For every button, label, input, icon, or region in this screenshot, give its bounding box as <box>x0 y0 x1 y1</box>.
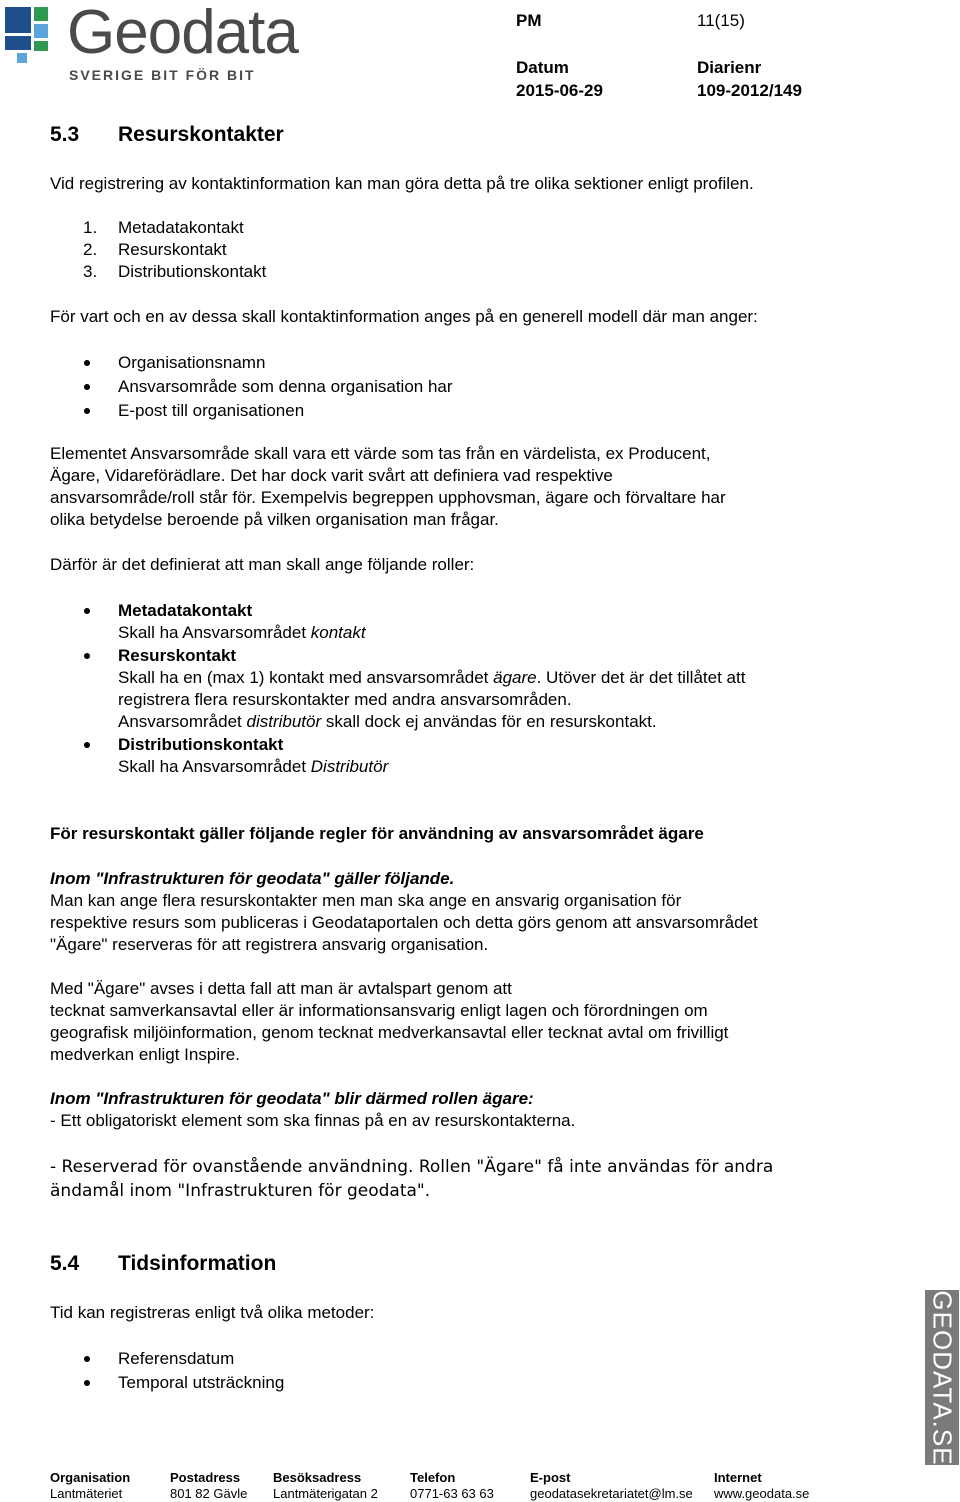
date-label: Datum <box>516 58 569 77</box>
list-item: Referensdatum <box>50 1348 284 1370</box>
footer-internet[interactable]: Internet www.geodata.se <box>714 1470 810 1501</box>
footer-epost[interactable]: E-post geodatasekretariatet@lm.se <box>530 1470 693 1501</box>
role-distributionskontakt: Distributionskontakt Skall ha Ansvarsområdet Distributör <box>50 734 745 778</box>
role-resurskontakt: Resurskontakt Skall ha en (max 1) kontakt med ansvarsområdet ägare. Utöver det är det tillåtet att registrera flera resurskontakter med andra ansvarsområden. Ansvarsområdet distributör skall dock ej användas för en resurskontakt. <box>50 645 745 733</box>
footer-organisation: Organisation Lantmäteriet <box>50 1470 131 1501</box>
side-logo-text: GEODATA.SE <box>927 1289 958 1466</box>
list-item: 2. Resurskontakt <box>83 240 227 259</box>
date-value: 2015-06-29 <box>516 81 603 100</box>
list-item: Ansvarsområde som denna organisation har <box>50 376 453 398</box>
element-paragraph: Elementet Ansvarsområde skall vara ett värde som tas från en värdelista, ex Producent, Ägare, Vidareförädlare. Det har dock varit svårt att definiera vad respektive ansvarsområde/roll står för. Exempelvis begreppen upphovsman, ägare och förvaltare har olika betydelse beroende på vilken organisation man frågar. <box>50 444 726 529</box>
contact-fields-list <box>50 352 453 422</box>
time-intro: Tid kan registreras enligt två olika metoder: <box>50 1303 375 1322</box>
time-methods-list <box>50 1348 284 1394</box>
section-number: 5.4 <box>50 1252 80 1275</box>
list-item: E-post till organisationen <box>50 400 453 422</box>
reserved-paragraph: - Reserverad för ovanstående användning. Rollen "Ägare" få inte användas för andra ändamål inom "Infrastrukturen för geodata". <box>50 1157 774 1201</box>
infra-paragraph: Inom "Infrastrukturen för geodata" gäller följande. Man kan ange flera resurskontakter men man ska ange en ansvarig organisation för respektive resurs som publiceras i Geodataportalen och detta görs genom att ansvarsområdet "Ägare" reserveras för att registrera ansvarig organisation. <box>50 869 758 954</box>
doc-type: PM <box>516 11 542 30</box>
section-title: Tidsinformation <box>118 1252 277 1275</box>
list-item: Temporal utsträckning <box>50 1372 284 1394</box>
footer-postadress: Postadress 801 82 Gävle <box>170 1470 248 1501</box>
list-item: Organisationsnamn <box>50 352 453 374</box>
geodata-logo <box>3 0 323 85</box>
reg-value: 109-2012/149 <box>697 81 802 100</box>
roles-list <box>50 600 745 778</box>
reg-label: Diarienr <box>697 58 762 77</box>
footer-telefon: Telefon 0771-63 63 63 <box>410 1470 494 1501</box>
geodata-se-side-logo <box>925 1290 959 1465</box>
owner-paragraph: Med "Ägare" avses i detta fall att man är avtalspart genom att tecknat samverkansavtal eller är informationsansvarig enligt lagen och förordningen om geografisk miljöinformation, genom tecknat medverkansavtal eller tecknat avtal om frivilligt medverkan enligt Inspire. <box>50 979 729 1064</box>
rules-heading: För resurskontakt gäller följande regler för användning av ansvarsområdet ägare <box>50 824 704 843</box>
intro-paragraph: Vid registrering av kontaktinformation kan man göra detta på tre olika sektioner enligt profilen. <box>50 174 754 193</box>
list-item: 1. Metadatakontakt <box>83 218 244 237</box>
contact-type-list <box>50 217 266 283</box>
list-item: 3. Distributionskontakt <box>83 262 267 281</box>
role-paragraph: Inom "Infrastrukturen för geodata" blir därmed rollen ägare: - Ett obligatoriskt element som ska finnas på en av resurskontakterna. <box>50 1089 576 1130</box>
page-number: 11(15) <box>697 11 745 30</box>
section-5-4-heading <box>50 1253 276 1275</box>
roles-intro: Därför är det definierat att man skall ange följande roller: <box>50 555 475 574</box>
section-title: Resurskontakter <box>118 123 284 146</box>
footer-besoksadress: Besöksadress Lantmäterigatan 2 <box>273 1470 378 1501</box>
section-5-3-heading <box>50 124 284 146</box>
section-number: 5.3 <box>50 123 80 146</box>
logo-tagline: SVERIGE BIT FÖR BIT <box>69 67 256 83</box>
for-each-paragraph: För vart och en av dessa skall kontaktinformation anges på en generell modell där man anger: <box>50 307 758 326</box>
logo-name: Geodata <box>67 0 298 67</box>
role-metadatakontakt: Metadatakontakt Skall ha Ansvarsområdet kontakt <box>50 600 745 644</box>
